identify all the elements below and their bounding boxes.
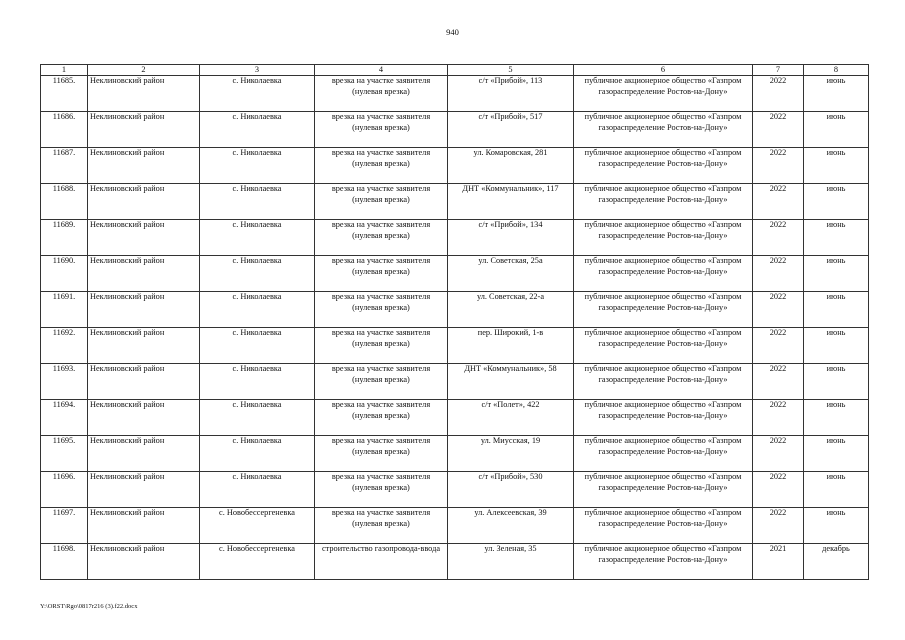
locality-cell: с. Николаевка xyxy=(200,184,315,220)
address-cell: ул. Миусская, 19 xyxy=(448,436,574,472)
table-row xyxy=(41,400,869,436)
year-cell: 2022 xyxy=(753,400,804,436)
month-cell: июнь xyxy=(804,292,869,328)
column-header: 1 xyxy=(41,65,88,76)
locality-cell: с. Николаевка xyxy=(200,112,315,148)
locality-cell: с. Николаевка xyxy=(200,256,315,292)
organization-cell: публичное акционерное общество «Газпром газораспределение Ростов-на-Дону» xyxy=(574,544,753,580)
district-cell: Неклиновский район xyxy=(88,328,200,364)
table-row xyxy=(41,256,869,292)
organization-cell: публичное акционерное общество «Газпром газораспределение Ростов-на-Дону» xyxy=(574,328,753,364)
table-row xyxy=(41,148,869,184)
address-cell: с/т «Полет», 422 xyxy=(448,400,574,436)
work-type-cell: врезка на участке заявителя (нулевая врезка) xyxy=(315,364,448,400)
district-cell: Неклиновский район xyxy=(88,544,200,580)
address-cell: с/т «Прибой», 517 xyxy=(448,112,574,148)
work-type-cell: врезка на участке заявителя (нулевая врезка) xyxy=(315,472,448,508)
month-cell: июнь xyxy=(804,220,869,256)
district-cell: Неклиновский район xyxy=(88,508,200,544)
column-number-row xyxy=(41,65,869,76)
locality-cell: с. Николаевка xyxy=(200,148,315,184)
month-cell: июнь xyxy=(804,364,869,400)
organization-cell: публичное акционерное общество «Газпром газораспределение Ростов-на-Дону» xyxy=(574,76,753,112)
locality-cell: с. Новобессергеневка xyxy=(200,544,315,580)
row-number: 11685. xyxy=(41,76,88,112)
table-row xyxy=(41,76,869,112)
district-cell: Неклиновский район xyxy=(88,400,200,436)
month-cell: июнь xyxy=(804,184,869,220)
organization-cell: публичное акционерное общество «Газпром газораспределение Ростов-на-Дону» xyxy=(574,112,753,148)
table-row xyxy=(41,328,869,364)
organization-cell: публичное акционерное общество «Газпром газораспределение Ростов-на-Дону» xyxy=(574,508,753,544)
organization-cell: публичное акционерное общество «Газпром газораспределение Ростов-на-Дону» xyxy=(574,436,753,472)
month-cell: июнь xyxy=(804,436,869,472)
row-number: 11689. xyxy=(41,220,88,256)
row-number: 11691. xyxy=(41,292,88,328)
year-cell: 2021 xyxy=(753,544,804,580)
locality-cell: с. Николаевка xyxy=(200,436,315,472)
column-header: 5 xyxy=(448,65,574,76)
year-cell: 2022 xyxy=(753,328,804,364)
work-type-cell: врезка на участке заявителя (нулевая врезка) xyxy=(315,112,448,148)
table-row xyxy=(41,292,869,328)
row-number: 11697. xyxy=(41,508,88,544)
row-number: 11694. xyxy=(41,400,88,436)
organization-cell: публичное акционерное общество «Газпром газораспределение Ростов-на-Дону» xyxy=(574,292,753,328)
organization-cell: публичное акционерное общество «Газпром газораспределение Ростов-на-Дону» xyxy=(574,400,753,436)
organization-cell: публичное акционерное общество «Газпром газораспределение Ростов-на-Дону» xyxy=(574,220,753,256)
table-row xyxy=(41,508,869,544)
locality-cell: с. Николаевка xyxy=(200,76,315,112)
work-type-cell: врезка на участке заявителя (нулевая врезка) xyxy=(315,292,448,328)
column-header: 7 xyxy=(753,65,804,76)
work-type-cell: врезка на участке заявителя (нулевая врезка) xyxy=(315,436,448,472)
table-row xyxy=(41,184,869,220)
district-cell: Неклиновский район xyxy=(88,148,200,184)
district-cell: Неклиновский район xyxy=(88,256,200,292)
district-cell: Неклиновский район xyxy=(88,184,200,220)
row-number: 11693. xyxy=(41,364,88,400)
locality-cell: с. Николаевка xyxy=(200,400,315,436)
column-header: 2 xyxy=(88,65,200,76)
table-row xyxy=(41,220,869,256)
table-row xyxy=(41,364,869,400)
column-header: 8 xyxy=(804,65,869,76)
year-cell: 2022 xyxy=(753,76,804,112)
district-cell: Неклиновский район xyxy=(88,76,200,112)
address-cell: с/т «Прибой», 134 xyxy=(448,220,574,256)
locality-cell: с. Николаевка xyxy=(200,364,315,400)
work-type-cell: строительство газопровода-ввода xyxy=(315,544,448,580)
locality-cell: с. Николаевка xyxy=(200,328,315,364)
work-type-cell: врезка на участке заявителя (нулевая врезка) xyxy=(315,328,448,364)
month-cell: июнь xyxy=(804,508,869,544)
row-number: 11698. xyxy=(41,544,88,580)
organization-cell: публичное акционерное общество «Газпром газораспределение Ростов-на-Дону» xyxy=(574,364,753,400)
locality-cell: с. Николаевка xyxy=(200,472,315,508)
address-cell: ДНТ «Коммунальник», 58 xyxy=(448,364,574,400)
work-type-cell: врезка на участке заявителя (нулевая врезка) xyxy=(315,256,448,292)
month-cell: декабрь xyxy=(804,544,869,580)
table-row xyxy=(41,544,869,580)
address-cell: пер. Широкий, 1-в xyxy=(448,328,574,364)
work-type-cell: врезка на участке заявителя (нулевая врезка) xyxy=(315,220,448,256)
row-number: 11695. xyxy=(41,436,88,472)
year-cell: 2022 xyxy=(753,472,804,508)
address-cell: ул. Зеленая, 35 xyxy=(448,544,574,580)
year-cell: 2022 xyxy=(753,436,804,472)
month-cell: июнь xyxy=(804,76,869,112)
locality-cell: с. Николаевка xyxy=(200,220,315,256)
table-row xyxy=(41,436,869,472)
address-cell: ул. Алексеевская, 39 xyxy=(448,508,574,544)
organization-cell: публичное акционерное общество «Газпром газораспределение Ростов-на-Дону» xyxy=(574,148,753,184)
address-cell: с/т «Прибой», 113 xyxy=(448,76,574,112)
footer-file-path: Y:\ORST\Rgo\0817r216 (3).f22.docx xyxy=(40,603,138,610)
row-number: 11696. xyxy=(41,472,88,508)
year-cell: 2022 xyxy=(753,112,804,148)
work-type-cell: врезка на участке заявителя (нулевая врезка) xyxy=(315,76,448,112)
year-cell: 2022 xyxy=(753,148,804,184)
year-cell: 2022 xyxy=(753,256,804,292)
locality-cell: с. Николаевка xyxy=(200,292,315,328)
work-type-cell: врезка на участке заявителя (нулевая врезка) xyxy=(315,184,448,220)
district-cell: Неклиновский район xyxy=(88,220,200,256)
row-number: 11687. xyxy=(41,148,88,184)
year-cell: 2022 xyxy=(753,292,804,328)
month-cell: июнь xyxy=(804,256,869,292)
table-row xyxy=(41,112,869,148)
work-type-cell: врезка на участке заявителя (нулевая врезка) xyxy=(315,400,448,436)
year-cell: 2022 xyxy=(753,508,804,544)
address-cell: ул. Комаровская, 281 xyxy=(448,148,574,184)
registry-table xyxy=(40,64,869,580)
row-number: 11688. xyxy=(41,184,88,220)
row-number: 11692. xyxy=(41,328,88,364)
work-type-cell: врезка на участке заявителя (нулевая врезка) xyxy=(315,148,448,184)
address-cell: ул. Советская, 25а xyxy=(448,256,574,292)
month-cell: июнь xyxy=(804,472,869,508)
year-cell: 2022 xyxy=(753,364,804,400)
registry-body xyxy=(41,76,869,580)
month-cell: июнь xyxy=(804,400,869,436)
column-header: 3 xyxy=(200,65,315,76)
work-type-cell: врезка на участке заявителя (нулевая врезка) xyxy=(315,508,448,544)
table-row xyxy=(41,472,869,508)
organization-cell: публичное акционерное общество «Газпром газораспределение Ростов-на-Дону» xyxy=(574,184,753,220)
district-cell: Неклиновский район xyxy=(88,112,200,148)
district-cell: Неклиновский район xyxy=(88,472,200,508)
year-cell: 2022 xyxy=(753,184,804,220)
month-cell: июнь xyxy=(804,148,869,184)
month-cell: июнь xyxy=(804,112,869,148)
locality-cell: с. Новобессергеневка xyxy=(200,508,315,544)
district-cell: Неклиновский район xyxy=(88,364,200,400)
column-header: 4 xyxy=(315,65,448,76)
row-number: 11686. xyxy=(41,112,88,148)
year-cell: 2022 xyxy=(753,220,804,256)
page-number: 940 xyxy=(446,27,459,37)
month-cell: июнь xyxy=(804,328,869,364)
row-number: 11690. xyxy=(41,256,88,292)
address-cell: ДНТ «Коммунальник», 117 xyxy=(448,184,574,220)
organization-cell: публичное акционерное общество «Газпром газораспределение Ростов-на-Дону» xyxy=(574,256,753,292)
organization-cell: публичное акционерное общество «Газпром газораспределение Ростов-на-Дону» xyxy=(574,472,753,508)
column-header: 6 xyxy=(574,65,753,76)
district-cell: Неклиновский район xyxy=(88,436,200,472)
district-cell: Неклиновский район xyxy=(88,292,200,328)
address-cell: с/т «Прибой», 530 xyxy=(448,472,574,508)
address-cell: ул. Советская, 22-а xyxy=(448,292,574,328)
